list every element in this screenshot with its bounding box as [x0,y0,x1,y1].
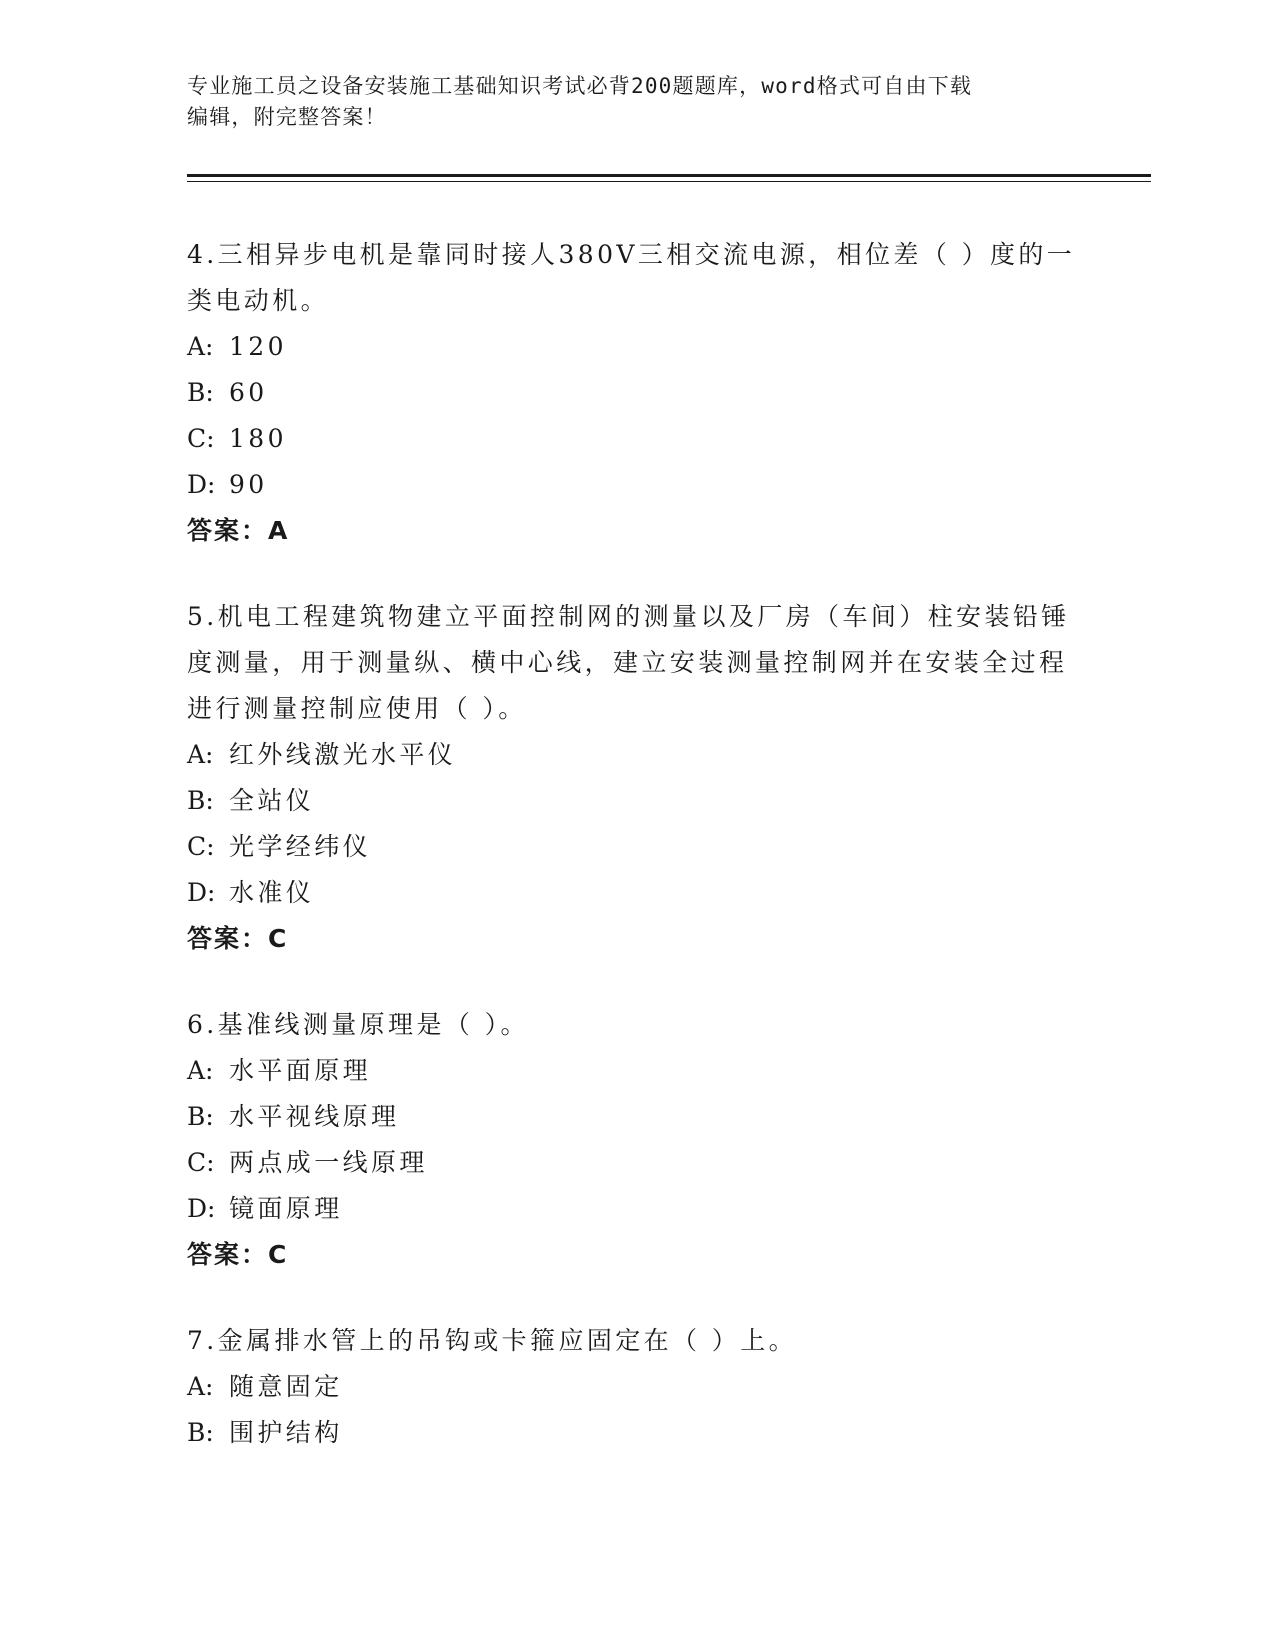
option-key: B: [187,1102,214,1131]
answer-label: 答案：C [187,924,289,953]
option-text: 120 [229,332,287,361]
option-text: 随意固定 [229,1372,343,1401]
option-b [187,1094,1077,1140]
header-rule-thick [187,174,1151,177]
question-stem: 4.三相异步电机是靠同时接人380V三相交流电源，相位差（ ）度的一类电动机。 [187,240,1076,315]
question-4 [187,232,1077,554]
option-key: D: [187,470,216,499]
option-d [187,462,1077,508]
answer-label: 答案：A [187,516,290,545]
option-key: B: [187,1418,214,1447]
option-key: A: [187,332,214,361]
question-stem: 6.基准线测量原理是（ ）。 [187,1010,529,1039]
option-text: 60 [229,378,268,407]
option-key: D: [187,1194,216,1223]
option-text: 镜面原理 [229,1194,343,1223]
option-a [187,1048,1077,1094]
option-key: C: [187,1148,215,1177]
option-d [187,1186,1077,1232]
option-key: C: [187,832,215,861]
header-title-line-2: 编辑，附完整答案！ [187,105,387,129]
option-key: B: [187,786,214,815]
option-c [187,416,1077,462]
option-b [187,778,1077,824]
question-6 [187,1002,1077,1278]
option-key: B: [187,378,214,407]
option-b [187,370,1077,416]
option-key: C: [187,424,215,453]
option-key: A: [187,740,214,769]
question-stem: 7.金属排水管上的吊钩或卡箍应固定在（ ）上。 [187,1326,798,1355]
option-text: 围护结构 [229,1418,343,1447]
option-text: 90 [229,470,268,499]
option-key: D: [187,878,216,907]
option-text: 180 [229,424,287,453]
header-rule-thin [187,181,1151,182]
option-a [187,324,1077,370]
option-text: 红外线激光水平仪 [229,740,457,769]
option-key: A: [187,1056,214,1085]
option-c [187,1140,1077,1186]
question-5 [187,594,1077,962]
option-text: 水准仪 [229,878,315,907]
option-text: 水平面原理 [229,1056,372,1085]
option-text: 全站仪 [229,786,315,815]
question-list [187,232,1077,1496]
option-b [187,1410,1077,1456]
document-header [187,71,1067,133]
header-title-line-1: 专业施工员之设备安装施工基础知识考试必背200题题库，word格式可自由下载 [187,74,973,98]
option-text: 两点成一线原理 [229,1148,428,1177]
question-stem: 5.机电工程建筑物建立平面控制网的测量以及厂房（车间）柱安装铅锤度测量，用于测量纵、横中心线，建立安装测量控制网并在安装全过程进行测量控制应使用（ ）。 [187,602,1070,723]
option-a [187,1364,1077,1410]
option-a [187,732,1077,778]
answer-label: 答案：C [187,1240,289,1269]
option-key: A: [187,1372,214,1401]
option-d [187,870,1077,916]
option-c [187,824,1077,870]
question-7 [187,1318,1077,1456]
option-text: 水平视线原理 [229,1102,400,1131]
option-text: 光学经纬仪 [229,832,372,861]
